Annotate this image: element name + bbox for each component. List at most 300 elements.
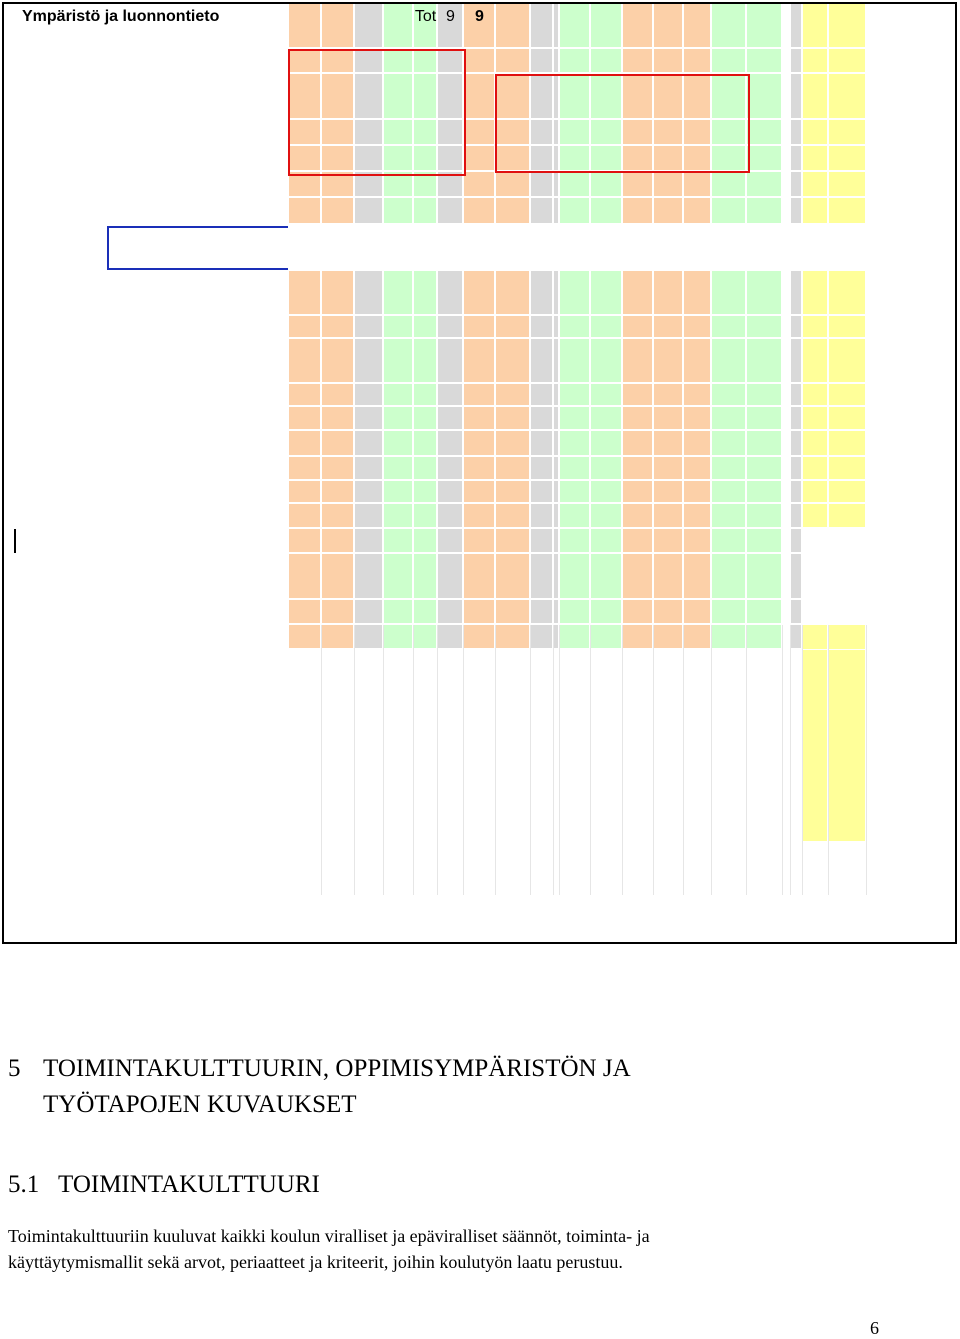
shaded-cell <box>554 504 559 528</box>
shaded-cell <box>531 271 553 315</box>
shaded-cell <box>591 339 622 383</box>
shaded-cell <box>684 600 711 624</box>
shaded-cell <box>438 316 463 338</box>
shaded-cell <box>560 384 590 406</box>
shaded-cell <box>355 271 383 315</box>
shaded-cell <box>438 198 463 224</box>
shaded-cell <box>560 316 590 338</box>
shaded-cell <box>747 49 782 73</box>
shaded-cell <box>829 120 866 145</box>
shaded-cell <box>747 271 782 315</box>
shaded-cell <box>464 49 495 73</box>
shaded-cell <box>829 457 866 480</box>
shaded-cell <box>464 172 495 197</box>
shaded-cell <box>623 172 653 197</box>
shaded-cell <box>591 625 622 649</box>
shaded-cell <box>531 407 553 430</box>
shaded-cell <box>438 504 463 528</box>
shaded-cell <box>531 384 553 406</box>
shaded-cell <box>496 457 530 480</box>
shaded-cell <box>355 529 383 553</box>
shaded-cell <box>496 600 530 624</box>
shaded-cell <box>414 529 437 553</box>
shaded-cell <box>531 49 553 73</box>
shaded-cell <box>496 172 530 197</box>
shaded-cell <box>322 504 354 528</box>
shaded-cell <box>747 504 782 528</box>
shaded-cell <box>712 271 746 315</box>
shaded-cell <box>322 339 354 383</box>
shaded-cell <box>496 198 530 224</box>
shaded-cell <box>384 481 413 503</box>
shaded-cell <box>554 384 559 406</box>
grid-line <box>683 625 684 895</box>
shaded-cell <box>531 339 553 383</box>
shaded-cell <box>684 198 711 224</box>
shaded-cell <box>591 481 622 503</box>
shaded-cell <box>464 504 495 528</box>
shaded-cell <box>496 384 530 406</box>
shaded-cell <box>554 431 559 456</box>
shaded-cell <box>414 457 437 480</box>
shaded-cell <box>591 600 622 624</box>
shaded-cell <box>829 384 866 406</box>
shaded-cell <box>414 339 437 383</box>
grid-line <box>559 625 560 895</box>
shaded-cell <box>712 198 746 224</box>
shaded-cell <box>654 457 683 480</box>
shaded-cell <box>591 316 622 338</box>
shaded-cell <box>712 625 746 649</box>
shaded-cell <box>654 384 683 406</box>
red-highlight-box <box>288 49 466 176</box>
shaded-cell <box>384 339 413 383</box>
shaded-cell <box>623 407 653 430</box>
heading-2-number: 5.1 <box>8 1171 40 1198</box>
shaded-cell <box>829 271 866 315</box>
shaded-cell <box>554 481 559 503</box>
shaded-cell <box>289 457 321 480</box>
shaded-cell <box>623 339 653 383</box>
shaded-cell <box>747 481 782 503</box>
shaded-cell <box>531 529 553 553</box>
grid-line <box>746 625 747 895</box>
shaded-cell <box>684 529 711 553</box>
shaded-cell <box>560 504 590 528</box>
shaded-cell <box>803 120 828 145</box>
shaded-cell <box>803 384 828 406</box>
shaded-cell <box>322 198 354 224</box>
shaded-cell <box>654 600 683 624</box>
shaded-cell <box>803 146 828 171</box>
shaded-cell <box>712 457 746 480</box>
shaded-cell <box>384 198 413 224</box>
shaded-cell <box>464 457 495 480</box>
shaded-cell <box>355 198 383 224</box>
shaded-cell <box>684 481 711 503</box>
shaded-cell <box>496 407 530 430</box>
shaded-cell <box>712 504 746 528</box>
shaded-cell <box>438 339 463 383</box>
shaded-cell <box>791 431 802 456</box>
shaded-cell <box>591 431 622 456</box>
shaded-cell <box>591 504 622 528</box>
shaded-cell <box>496 339 530 383</box>
shaded-cell <box>464 120 495 145</box>
shaded-cell <box>384 625 413 649</box>
shaded-cell <box>623 457 653 480</box>
shaded-cell <box>623 554 653 599</box>
shaded-cell <box>531 198 553 224</box>
shaded-cell <box>712 4 746 48</box>
grid-line <box>653 625 654 895</box>
shaded-cell <box>355 4 383 48</box>
shaded-cell <box>554 49 559 73</box>
shaded-cell <box>560 481 590 503</box>
shaded-cell <box>829 431 866 456</box>
shaded-cell <box>464 481 495 503</box>
shaded-cell <box>554 600 559 624</box>
shaded-cell <box>496 504 530 528</box>
shaded-cell <box>591 49 622 73</box>
grid-line <box>413 625 414 895</box>
shaded-cell <box>712 554 746 599</box>
shaded-cell <box>654 316 683 338</box>
shaded-cell <box>438 600 463 624</box>
table-cell-value: 9 <box>475 8 484 25</box>
shaded-cell <box>438 407 463 430</box>
shaded-cell <box>747 431 782 456</box>
shaded-cell <box>747 625 782 649</box>
shaded-cell <box>712 407 746 430</box>
shaded-cell <box>654 504 683 528</box>
shaded-cell <box>289 600 321 624</box>
shaded-cell <box>355 457 383 480</box>
shaded-cell <box>414 271 437 315</box>
red-highlight-box <box>495 74 750 173</box>
shaded-cell <box>464 74 495 119</box>
shaded-cell <box>464 600 495 624</box>
shaded-cell <box>464 271 495 315</box>
shaded-cell <box>560 625 590 649</box>
shaded-cell <box>464 198 495 224</box>
shaded-cell <box>531 172 553 197</box>
shaded-cell <box>747 554 782 599</box>
grid-line <box>866 625 867 895</box>
shaded-cell <box>623 4 653 48</box>
shaded-cell <box>803 625 828 649</box>
shaded-cell <box>829 172 866 197</box>
shaded-cell <box>464 431 495 456</box>
shaded-cell <box>791 554 802 599</box>
shaded-cell <box>654 481 683 503</box>
shaded-cell <box>623 316 653 338</box>
shaded-cell <box>803 172 828 197</box>
shaded-cell <box>684 4 711 48</box>
shaded-cell <box>684 316 711 338</box>
shaded-cell <box>791 4 802 48</box>
shaded-cell <box>384 504 413 528</box>
shaded-cell <box>712 384 746 406</box>
shaded-cell <box>355 625 383 649</box>
shaded-cell <box>747 384 782 406</box>
shaded-cell <box>623 49 653 73</box>
shaded-cell <box>289 504 321 528</box>
shaded-cell <box>414 504 437 528</box>
shaded-cell <box>289 431 321 456</box>
shaded-cell <box>496 554 530 599</box>
shaded-cell <box>438 625 463 649</box>
shaded-cell <box>414 198 437 224</box>
shaded-cell <box>355 316 383 338</box>
shaded-cell <box>322 625 354 649</box>
shaded-cell <box>322 4 354 48</box>
shaded-cell <box>747 600 782 624</box>
shaded-cell <box>560 198 590 224</box>
shaded-cell <box>654 529 683 553</box>
shaded-cell <box>591 384 622 406</box>
shaded-cell <box>414 431 437 456</box>
shaded-cell <box>654 198 683 224</box>
shaded-cell <box>712 316 746 338</box>
shaded-cell <box>531 600 553 624</box>
table-cell-value: Tot <box>414 8 437 25</box>
shaded-cell <box>803 4 828 48</box>
shaded-cell <box>355 339 383 383</box>
grid-line <box>802 625 803 895</box>
shaded-cell <box>414 625 437 649</box>
shaded-cell <box>684 457 711 480</box>
shaded-cell <box>829 146 866 171</box>
shaded-cell <box>829 625 866 649</box>
shaded-cell <box>791 172 802 197</box>
shaded-cell <box>289 339 321 383</box>
shaded-cell <box>684 407 711 430</box>
shaded-cell <box>384 529 413 553</box>
shaded-cell <box>289 271 321 315</box>
shaded-cell <box>791 74 802 119</box>
grid-line <box>437 625 438 895</box>
shaded-cell <box>438 529 463 553</box>
shaded-cell <box>684 271 711 315</box>
shaded-cell <box>747 172 782 197</box>
shaded-cell <box>747 198 782 224</box>
shaded-cell <box>496 316 530 338</box>
shaded-cell <box>438 271 463 315</box>
shaded-cell <box>591 172 622 197</box>
shaded-cell <box>791 504 802 528</box>
shaded-cell <box>747 529 782 553</box>
shaded-cell <box>684 339 711 383</box>
grid-line <box>354 625 355 895</box>
shaded-cell <box>803 271 828 315</box>
shaded-cell <box>289 384 321 406</box>
row-marker-line <box>14 529 16 553</box>
shaded-cell <box>464 146 495 171</box>
shaded-cell <box>384 457 413 480</box>
shaded-cell <box>623 271 653 315</box>
shaded-cell <box>414 554 437 599</box>
shaded-cell <box>438 554 463 599</box>
shaded-cell <box>414 600 437 624</box>
shaded-cell <box>829 198 866 224</box>
shaded-cell <box>803 431 828 456</box>
shaded-cell <box>560 4 590 48</box>
shaded-cell <box>684 625 711 649</box>
shaded-cell <box>684 431 711 456</box>
shaded-cell <box>654 49 683 73</box>
shaded-cell <box>654 339 683 383</box>
shaded-cell <box>803 457 828 480</box>
shaded-cell <box>747 457 782 480</box>
shaded-cell <box>531 504 553 528</box>
shaded-cell <box>554 457 559 480</box>
shaded-cell <box>560 172 590 197</box>
shaded-cell <box>829 339 866 383</box>
shaded-cell <box>355 600 383 624</box>
shaded-cell <box>531 554 553 599</box>
shaded-cell <box>829 504 866 528</box>
shaded-cell <box>322 554 354 599</box>
shaded-cell <box>496 625 530 649</box>
shaded-cell <box>654 271 683 315</box>
shaded-cell <box>322 407 354 430</box>
shaded-cell <box>322 600 354 624</box>
shaded-cell <box>791 384 802 406</box>
shaded-cell <box>322 271 354 315</box>
shaded-cell <box>803 198 828 224</box>
shaded-cell <box>712 481 746 503</box>
shaded-cell <box>384 600 413 624</box>
shaded-cell <box>384 407 413 430</box>
shaded-cell <box>531 431 553 456</box>
shaded-cell <box>791 600 802 624</box>
shaded-cell <box>355 554 383 599</box>
shaded-cell <box>322 529 354 553</box>
shaded-cell <box>464 625 495 649</box>
shaded-cell <box>355 504 383 528</box>
shaded-cell <box>654 431 683 456</box>
shaded-cell <box>684 554 711 599</box>
shaded-cell <box>554 172 559 197</box>
shaded-cell <box>414 407 437 430</box>
shaded-cell <box>464 529 495 553</box>
shaded-cell <box>289 554 321 599</box>
shaded-cell <box>496 49 530 73</box>
shaded-cell <box>591 198 622 224</box>
shaded-cell <box>554 271 559 315</box>
shaded-cell <box>554 198 559 224</box>
row-label: Ympäristö ja luonnontieto <box>22 8 220 25</box>
grid-line <box>530 625 531 895</box>
grid-line <box>622 625 623 895</box>
shaded-cell <box>560 600 590 624</box>
shaded-cell <box>791 271 802 315</box>
shaded-cell <box>464 554 495 599</box>
shaded-cell <box>791 316 802 338</box>
shaded-cell <box>623 198 653 224</box>
shaded-cell <box>384 431 413 456</box>
shaded-cell <box>560 407 590 430</box>
shaded-cell <box>803 339 828 383</box>
shaded-cell <box>623 431 653 456</box>
shaded-cell <box>554 554 559 599</box>
shaded-cell <box>747 120 782 145</box>
shaded-cell <box>791 481 802 503</box>
shaded-cell <box>289 198 321 224</box>
shaded-cell <box>591 4 622 48</box>
shaded-cell <box>560 431 590 456</box>
shaded-cell <box>554 407 559 430</box>
shaded-cell <box>791 407 802 430</box>
heading-2-title: TOIMINTAKULTTUURI <box>58 1171 320 1198</box>
shaded-cell <box>712 431 746 456</box>
grid-line <box>711 625 712 895</box>
shaded-cell <box>496 4 530 48</box>
shaded-cell <box>384 271 413 315</box>
shaded-cell <box>829 316 866 338</box>
shaded-cell <box>747 407 782 430</box>
shaded-cell <box>531 457 553 480</box>
grid-line <box>383 625 384 895</box>
shaded-cell <box>712 339 746 383</box>
shaded-cell <box>654 554 683 599</box>
table-cell-value: 9 <box>446 8 455 25</box>
shaded-cell <box>623 504 653 528</box>
shaded-cell <box>289 625 321 649</box>
shaded-cell <box>591 554 622 599</box>
shaded-cell <box>438 457 463 480</box>
shaded-cell <box>464 384 495 406</box>
shaded-cell <box>289 316 321 338</box>
shaded-cell <box>791 198 802 224</box>
shaded-cell <box>464 339 495 383</box>
shaded-cell <box>560 49 590 73</box>
heading-1-line-1: TOIMINTAKULTTUURIN, OPPIMISYMPÄRISTÖN JA <box>43 1055 631 1082</box>
shaded-cell <box>464 407 495 430</box>
shaded-cell <box>591 457 622 480</box>
shaded-cell <box>591 407 622 430</box>
shaded-cell <box>747 74 782 119</box>
shaded-cell <box>560 339 590 383</box>
shaded-cell <box>791 120 802 145</box>
shaded-cell <box>384 554 413 599</box>
shaded-cell <box>791 457 802 480</box>
shaded-cell <box>496 529 530 553</box>
shaded-cell <box>289 4 321 48</box>
shaded-cell <box>623 481 653 503</box>
shaded-cell <box>384 316 413 338</box>
heading-1-line-2: TYÖTAPOJEN KUVAUKSET <box>43 1091 357 1118</box>
shaded-cell <box>623 600 653 624</box>
shaded-cell <box>289 407 321 430</box>
shaded-cell <box>560 529 590 553</box>
shaded-cell <box>414 316 437 338</box>
shaded-cell <box>355 384 383 406</box>
shaded-cell <box>496 431 530 456</box>
shaded-cell <box>712 529 746 553</box>
shaded-cell <box>322 431 354 456</box>
shaded-cell <box>829 407 866 430</box>
paragraph-line-2: käyttäytymismallit sekä arvot, periaatteet ja kriteerit, joihin koulutyön laatu perustuu. <box>8 1252 623 1272</box>
shaded-cell <box>712 49 746 73</box>
shaded-cell <box>684 504 711 528</box>
shaded-cell <box>712 172 746 197</box>
shaded-cell <box>554 339 559 383</box>
paragraph-line-1: Toimintakulttuuriin kuuluvat kaikki koulun viralliset ja epäviralliset säännöt, toiminta- ja <box>8 1226 650 1246</box>
shaded-cell <box>747 146 782 171</box>
shaded-cell <box>747 316 782 338</box>
